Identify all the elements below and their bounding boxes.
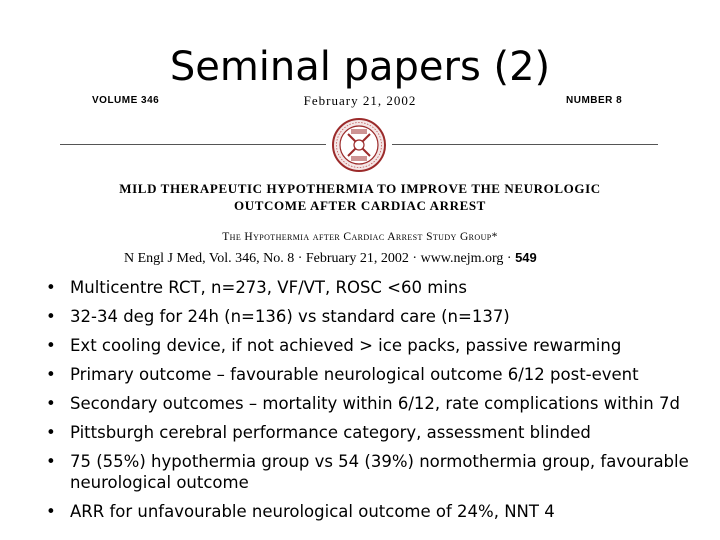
bullet-text: Multicentre RCT, n=273, VF/VT, ROSC <60 mins [70,278,467,297]
bullet-item [44,364,694,385]
bullet-item [44,451,694,493]
bullet-text: 32-34 deg for 24h (n=136) vs standard care (n=137) [70,307,510,326]
bullet-item [44,335,694,356]
header-rule-left [60,144,326,145]
bullet-dot-icon: • [46,502,56,521]
bullet-dot-icon: • [46,307,56,326]
bullet-dot-icon: • [46,423,56,442]
bullet-item [44,306,694,327]
bullet-text: Secondary outcomes – mortality within 6/12, rate complications within 7d [70,394,680,413]
bullet-text: 75 (55%) hypothermia group vs 54 (39%) normothermia group, favourable neurological outcome [70,452,689,492]
citation-page: 549 [515,250,537,265]
paper-title-line-1: MILD THERAPEUTIC HYPOTHERMIA TO IMPROVE THE NEUROLOGIC [119,181,601,196]
paper-title-line-2: OUTCOME AFTER CARDIAC ARREST [234,198,486,213]
bullet-text: Ext cooling device, if not achieved > ice packs, passive rewarming [70,336,622,355]
bullet-text: ARR for unfavourable neurological outcome of 24%, NNT 4 [70,502,555,521]
bullet-dot-icon: • [46,394,56,413]
bullet-dot-icon: • [46,278,56,297]
bullet-list [44,277,694,530]
paper-number: NUMBER 8 [566,95,623,106]
slide-title: Seminal papers (2) [169,44,551,90]
bullet-dot-icon: • [46,336,56,355]
bullet-dot-icon: • [46,365,56,384]
bullet-item [44,393,694,414]
paper-volume: VOLUME 346 [92,95,160,106]
header-rule-right [392,144,658,145]
paper-citation [124,250,537,267]
medical-society-seal-icon [331,117,387,173]
paper-title [0,180,720,214]
citation-text: N Engl J Med, Vol. 346, No. 8 · February 21, 2002 · www.nejm.org · [124,251,512,266]
bullet-text: Pittsburgh cerebral performance category, assessment blinded [70,423,591,442]
bullet-dot-icon: • [46,452,56,471]
paper-date: February 21, 2002 [303,93,417,108]
bullet-text: Primary outcome – favourable neurological outcome 6/12 post-event [70,365,639,384]
bullet-item [44,501,694,522]
paper-study-group: The Hypothermia after Cardiac Arrest Study Group* [222,231,498,243]
bullet-item [44,277,694,298]
bullet-item [44,422,694,443]
